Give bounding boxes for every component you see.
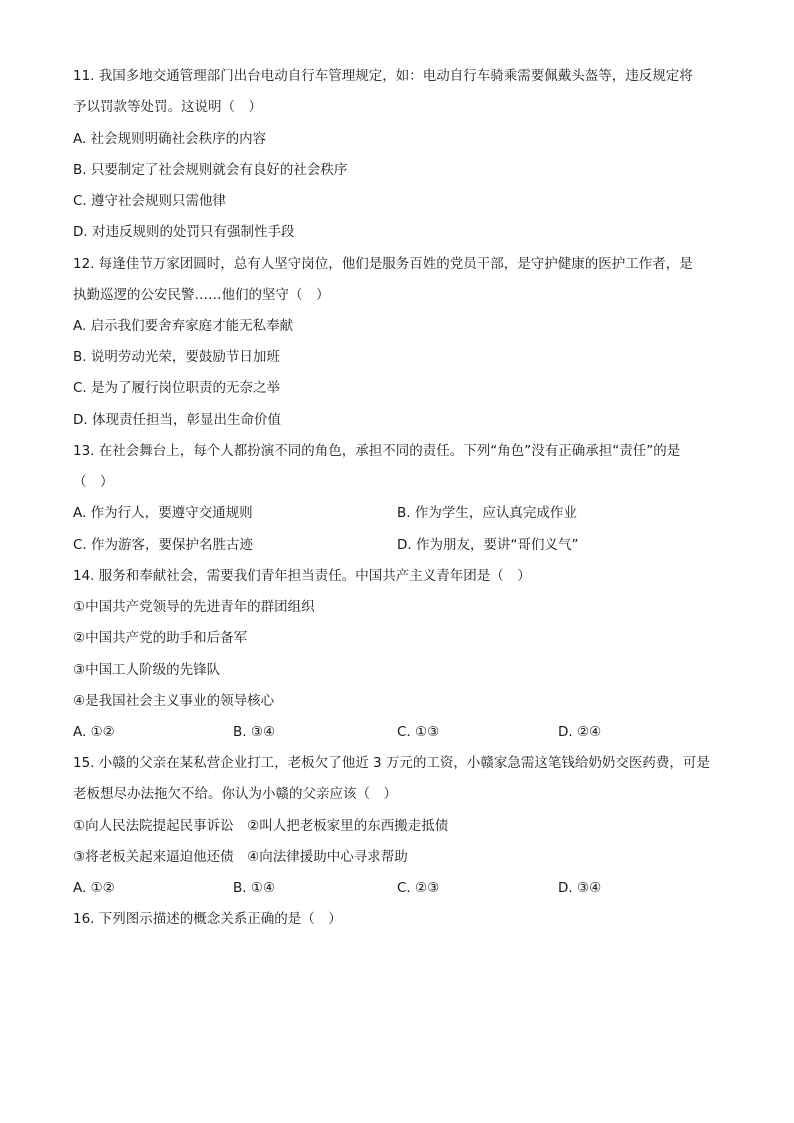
question-13-option-a: A. 作为行人，要遵守交通规则 xyxy=(73,505,253,521)
question-15-option-d: D. ③④ xyxy=(558,880,602,896)
question-14-stem-line-1: 14. 服务和奉献社会，需要我们青年担当责任。中国共产主义青年团是（ ） xyxy=(73,568,531,584)
question-14-option-b: B. ③④ xyxy=(233,724,276,740)
question-12-option-d: D. 体现责任担当，彰显出生命价值 xyxy=(73,412,281,428)
question-12-option-c: C. 是为了履行岗位职责的无奈之举 xyxy=(73,380,281,396)
question-11-option-a: A. 社会规则明确社会秩序的内容 xyxy=(73,131,267,147)
question-13-stem-line-1: 13. 在社会舞台上，每个人都扮演不同的角色，承担不同的责任。下列“角色”没有正确承担“责任”的是 xyxy=(73,443,681,459)
question-11-option-b: B. 只要制定了社会规则就会有良好的社会秩序 xyxy=(73,162,348,178)
question-11-option-d: D. 对违反规则的处罚只有强制性手段 xyxy=(73,224,295,240)
question-11-option-c: C. 遵守社会规则只需他律 xyxy=(73,193,227,209)
question-16-stem-line-1: 16. 下列图示描述的概念关系正确的是（ ） xyxy=(73,911,342,927)
question-12-stem-line-2: 执勤巡逻的公安民警……他们的坚守（ ） xyxy=(73,287,330,303)
question-15-option-a: A. ①② xyxy=(73,880,115,896)
question-15-item-2: ③将老板关起来逼迫他还债 ④向法律援助中心寻求帮助 xyxy=(73,849,408,865)
question-11-stem-line-1: 11. 我国多地交通管理部门出台电动自行车管理规定，如：电动自行车骑乘需要佩戴头盔等，违反规定将 xyxy=(73,68,693,84)
question-14-item-1: ①中国共产党领导的先进青年的群团组织 xyxy=(73,599,315,615)
question-13-option-d: D. 作为朋友，要讲“哥们义气” xyxy=(397,537,579,553)
question-13-stem-line-2: （ ） xyxy=(73,474,114,490)
question-12-option-b: B. 说明劳动光荣，要鼓励节日加班 xyxy=(73,349,280,365)
question-15-stem-line-1: 15. 小赣的父亲在某私营企业打工，老板欠了他近 3 万元的工资，小赣家急需这笔钱给奶奶交医药费，可是 xyxy=(73,755,710,771)
question-12-option-a: A. 启示我们要舍弃家庭才能无私奉献 xyxy=(73,318,294,334)
question-15-item-1: ①向人民法院提起民事诉讼 ②叫人把老板家里的东西搬走抵债 xyxy=(73,818,449,834)
question-11-stem-line-2: 予以罚款等处罚。这说明（ ） xyxy=(73,99,262,115)
question-14-option-a: A. ①② xyxy=(73,724,115,740)
question-13-option-c: C. 作为游客，要保护名胜古迹 xyxy=(73,537,254,553)
question-15-option-b: B. ①④ xyxy=(233,880,276,896)
question-13-option-b: B. 作为学生，应认真完成作业 xyxy=(397,505,577,521)
question-14-option-c: C. ①③ xyxy=(397,724,440,740)
question-14-option-d: D. ②④ xyxy=(558,724,602,740)
question-15-stem-line-2: 老板想尽办法拖欠不给。你认为小赣的父亲应该（ ） xyxy=(73,786,397,802)
question-14-item-4: ④是我国社会主义事业的领导核心 xyxy=(73,693,275,709)
question-15-option-c: C. ②③ xyxy=(397,880,440,896)
question-12-stem-line-1: 12. 每逢佳节万家团圆时，总有人坚守岗位，他们是服务百姓的党员干部，是守护健康的医护工作者，是 xyxy=(73,256,693,272)
question-14-item-3: ③中国工人阶级的先锋队 xyxy=(73,662,221,678)
question-14-item-2: ②中国共产党的助手和后备军 xyxy=(73,630,248,646)
